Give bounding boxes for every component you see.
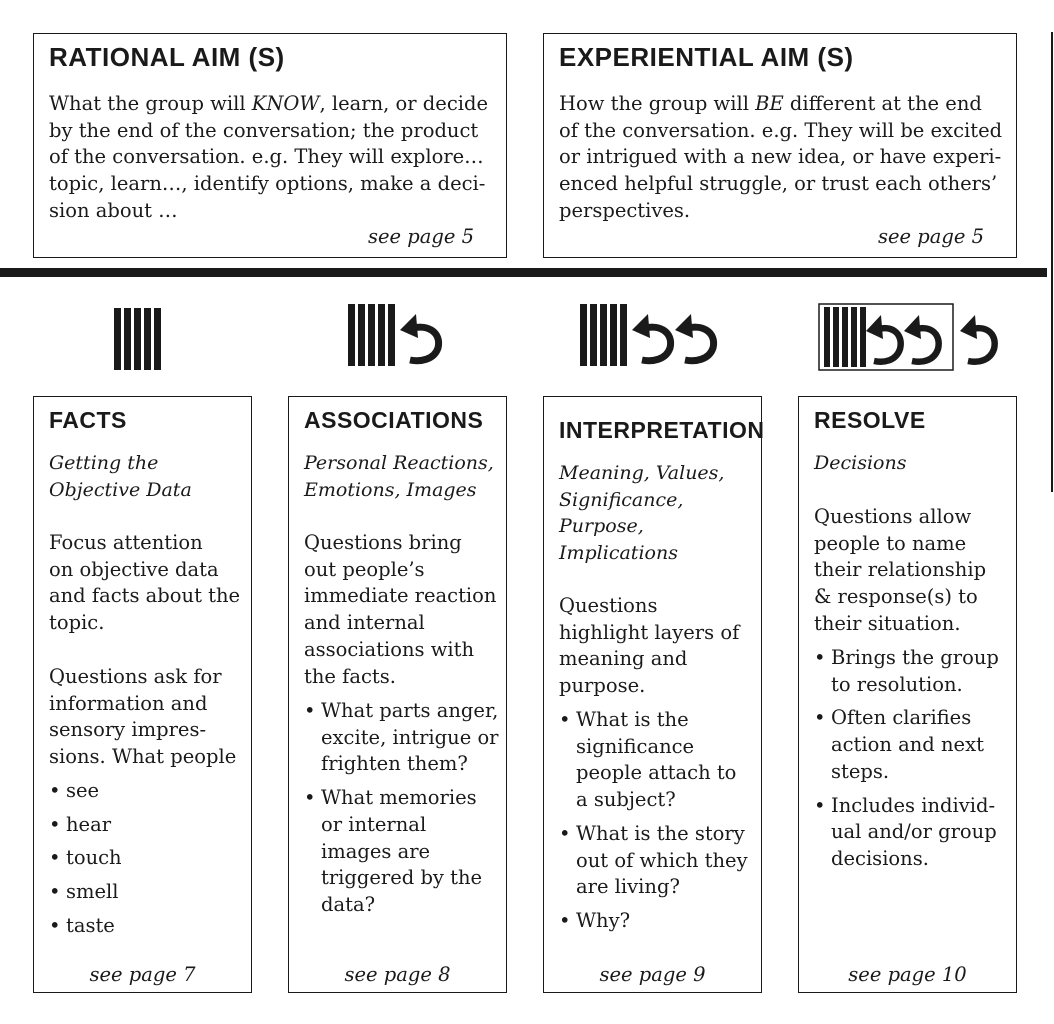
text-line: Questions allow	[814, 505, 972, 528]
text-line: by the end of the conversation; the product	[49, 118, 479, 142]
bullet-item	[49, 879, 122, 906]
text-line: • see	[66, 779, 100, 802]
facts-bars-icon	[114, 308, 162, 370]
rational-aim-box	[33, 33, 507, 258]
resolve-bars-arrows-icon	[818, 303, 1010, 373]
experiential-aim-box	[543, 33, 1017, 258]
facts-title: FACTS	[49, 407, 127, 433]
associations-page-ref: see page 8	[344, 963, 451, 986]
text-line: triggered by the	[321, 866, 483, 890]
experiential-aim-text	[559, 91, 1004, 225]
facts-paragraph-1	[49, 530, 240, 637]
bullet-item	[304, 698, 499, 778]
text-line: images are	[321, 839, 431, 863]
text-line: perspectives.	[559, 198, 691, 222]
text-line: • Often clarifies	[831, 706, 972, 730]
bullet-item	[559, 821, 748, 901]
text-line: • Why?	[576, 908, 631, 932]
text-line: or internal	[321, 812, 427, 836]
text-line: action and next	[831, 733, 984, 757]
associations-title: ASSOCIATIONS	[304, 407, 484, 433]
resolve-title: RESOLVE	[814, 407, 926, 433]
text-line: and internal	[304, 611, 425, 635]
rational-aim-title: RATIONAL AIM (S)	[49, 42, 285, 72]
facts-page-ref: see page 7	[89, 963, 196, 986]
interpretation-bullets	[559, 707, 748, 935]
right-edge-line	[1051, 32, 1053, 492]
resolve-paragraph-1	[814, 504, 986, 638]
text-line: ual and/or group	[831, 820, 997, 844]
resolve-subtitle	[814, 450, 906, 477]
interpretation-subtitle	[559, 460, 724, 567]
text-line: steps.	[831, 759, 890, 783]
facts-bullets	[49, 778, 122, 940]
associations-column	[288, 396, 507, 993]
text-line: data?	[321, 892, 376, 916]
text-line: topic.	[49, 611, 105, 635]
text-line: purpose.	[559, 674, 646, 698]
resolve-bullets	[814, 645, 999, 873]
bullet-item	[49, 778, 122, 805]
text-line: Significance,	[559, 488, 684, 511]
text-line: are living?	[576, 875, 680, 899]
text-line: • taste	[66, 913, 115, 937]
text-line: • Brings the group	[831, 646, 999, 669]
resolve-column	[798, 396, 1017, 993]
bullet-item	[559, 908, 748, 935]
text-line: or intrigued with a new idea, or have experi-	[559, 145, 1002, 169]
text-line: topic, learn…, identify options, make a deci-	[49, 172, 486, 196]
associations-paragraph-1	[304, 530, 496, 690]
divider-rule	[0, 268, 1047, 277]
text-line: and facts about the	[49, 584, 241, 608]
text-line: Getting the	[49, 452, 159, 474]
bullet-item	[49, 913, 122, 940]
text-line: on objective data	[49, 557, 219, 581]
bullet-item	[49, 845, 122, 872]
text-line: What the group will KNOW, learn, or decide	[49, 92, 488, 115]
text-line: Questions ask for	[49, 665, 222, 688]
text-line: a subject?	[576, 788, 676, 812]
text-line: • What parts anger,	[321, 699, 499, 722]
experiential-aim-page-ref: see page 5	[877, 225, 984, 248]
text-line: the facts.	[304, 664, 396, 688]
text-line: out people’s	[304, 557, 425, 581]
associations-bullets	[304, 698, 499, 919]
rational-aim-page-ref: see page 5	[367, 225, 474, 248]
text-line: Questions bring	[304, 531, 462, 554]
text-line: associations with	[304, 637, 475, 661]
bullet-item	[304, 785, 499, 919]
facts-paragraph-2	[49, 664, 236, 771]
text-line: Decisions	[814, 452, 907, 474]
text-line: • What is the	[576, 708, 689, 731]
interpretation-bars-arrows-icon	[580, 304, 720, 370]
text-line: enced helpful struggle, or trust each others’	[559, 172, 998, 196]
text-line: Objective Data	[49, 478, 192, 501]
text-line: of the conversation. e.g. They will be excited	[559, 118, 1003, 142]
text-line: Meaning, Values,	[559, 462, 725, 484]
bullet-item	[814, 793, 999, 873]
bullet-item	[559, 707, 748, 814]
text-line: • What memories	[321, 786, 477, 810]
text-line: sions. What people	[49, 745, 237, 769]
text-line: Focus attention	[49, 531, 203, 554]
text-line: information and	[49, 691, 208, 715]
text-line: decisions.	[831, 846, 929, 870]
text-line: • Includes individ-	[831, 793, 996, 817]
bullet-item	[49, 812, 122, 839]
text-line: Purpose,	[559, 515, 644, 538]
resolve-page-ref: see page 10	[848, 963, 967, 986]
text-line: to resolution.	[831, 672, 963, 696]
text-line: • What is the story	[576, 821, 745, 845]
text-line: frighten them?	[321, 752, 468, 776]
text-line: • touch	[66, 846, 122, 870]
text-line: Questions	[559, 594, 658, 617]
text-line: highlight layers of	[559, 620, 740, 644]
associations-bars-arrow-icon	[348, 304, 448, 370]
text-line: immediate reaction	[304, 584, 497, 608]
text-line: & response(s) to	[814, 585, 978, 609]
text-line: people attach to	[576, 761, 737, 785]
text-line: their situation.	[814, 611, 961, 635]
facts-column	[33, 396, 252, 993]
text-line: Implications	[559, 542, 678, 565]
bullet-item	[814, 645, 999, 698]
text-line: significance	[576, 734, 695, 758]
text-line: • smell	[66, 880, 119, 904]
interpretation-page-ref: see page 9	[599, 963, 706, 986]
associations-subtitle	[304, 450, 494, 503]
text-line: their relationship	[814, 558, 987, 582]
text-line: meaning and	[559, 647, 688, 671]
text-line: people to name	[814, 531, 967, 555]
text-line: How the group will BE different at the end	[559, 92, 982, 115]
text-line: of the conversation. e.g. They will explore…	[49, 145, 484, 169]
text-line: • hear	[66, 812, 112, 836]
experiential-aim-title: EXPERIENTIAL AIM (S)	[559, 42, 854, 72]
bullet-item	[814, 705, 999, 785]
text-line: sensory impres-	[49, 718, 207, 742]
text-line: out of which they	[576, 848, 748, 872]
text-line: excite, intrigue or	[321, 725, 499, 749]
rational-aim-text	[49, 91, 494, 225]
text-line: Emotions, Images	[304, 478, 477, 501]
interpretation-title: INTERPRETATION	[559, 417, 765, 443]
facts-subtitle	[49, 450, 192, 503]
text-line: Personal Reactions,	[304, 452, 494, 474]
text-line: sion about …	[49, 198, 178, 222]
interpretation-paragraph-1	[559, 593, 739, 700]
interpretation-column	[543, 396, 765, 993]
